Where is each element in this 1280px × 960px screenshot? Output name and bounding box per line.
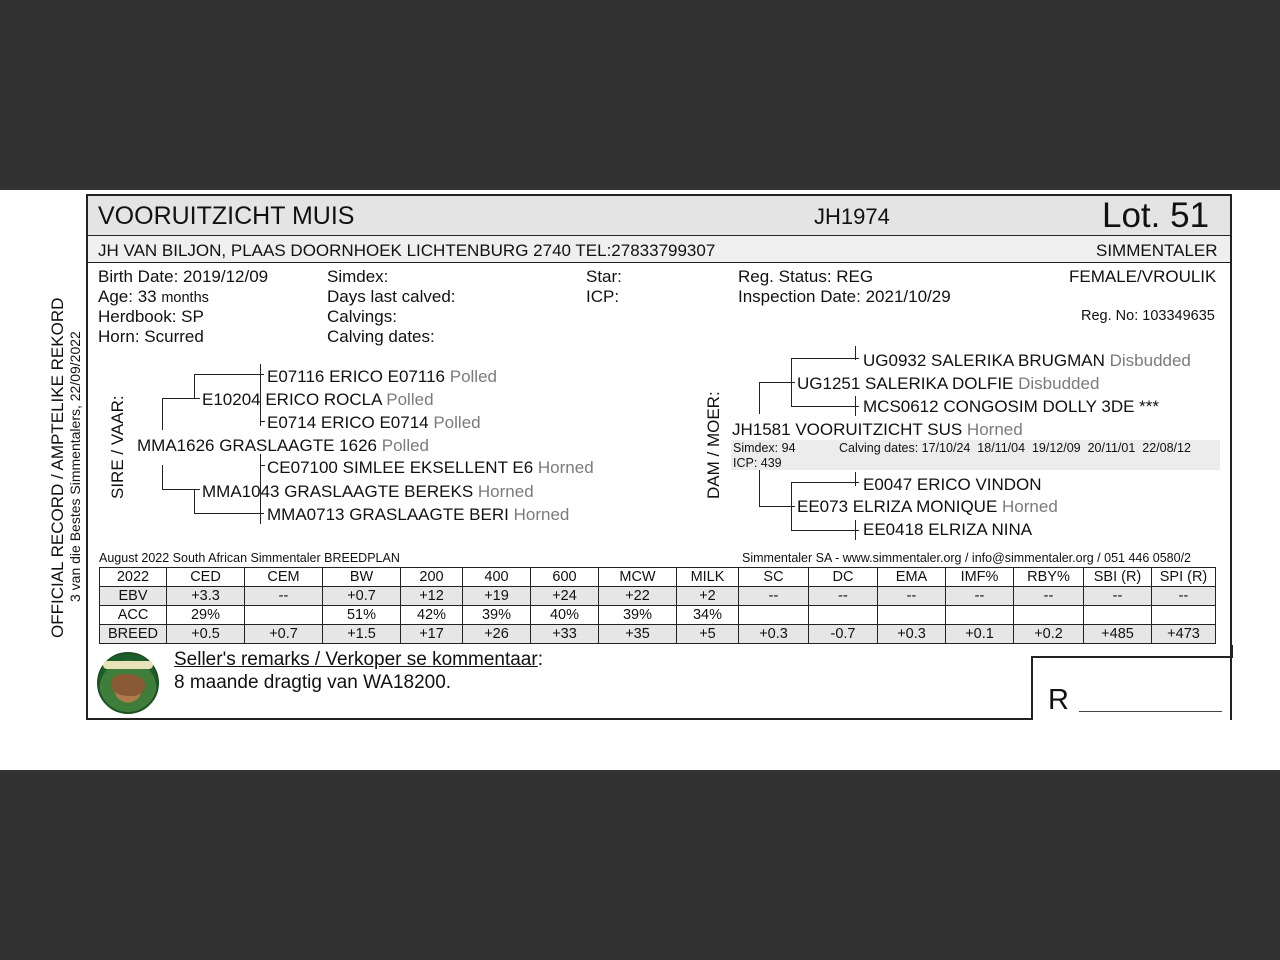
ebv-cell: +19 [463, 587, 531, 606]
ebv-cell: +5 [677, 625, 739, 644]
ebv-cell: SC [739, 568, 809, 587]
ebv-cell: +0.1 [946, 625, 1014, 644]
ebv-cell: -- [946, 587, 1014, 606]
ebv-cell: +33 [531, 625, 599, 644]
days-last-calved-label: Days last calved: [327, 287, 456, 306]
ebv-cell: -- [1084, 587, 1152, 606]
ebv-table [99, 567, 1216, 644]
ebv-cell: +12 [401, 587, 463, 606]
dam-simdex: Simdex: 94 [733, 441, 796, 455]
ebv-cell: +0.7 [323, 587, 401, 606]
ebv-cell: +0.7 [245, 625, 323, 644]
dam-dam-dam: EE0418 ELRIZA NINA [863, 520, 1033, 539]
ebv-cell: 40% [531, 606, 599, 625]
ebv-cell: -- [1014, 587, 1084, 606]
simdex-label: Simdex: [327, 267, 389, 286]
ebv-cell: +0.3 [739, 625, 809, 644]
ebv-cell [245, 606, 323, 625]
ebv-cell: 400 [463, 568, 531, 587]
dam-dam-sire: E0047 ERICO VINDON [863, 475, 1042, 494]
lot-number: Lot. 51 [1102, 196, 1210, 235]
ebv-cell: +0.3 [878, 625, 946, 644]
reg-no: Reg. No: 103349635 [1081, 308, 1215, 324]
dam-calving-dates: Calving dates: 17/10/24 18/11/04 19/12/09 20/11/01 22/08/12 [839, 441, 1191, 455]
ebv-cell: +2 [677, 587, 739, 606]
sire-dam: MMA1043 GRASLAAGTE BEREKS Horned [202, 482, 534, 501]
dam-icp: ICP: 439 [733, 456, 782, 470]
dam-sire: UG1251 SALERIKA DOLFIE Disbudded [797, 374, 1100, 393]
sex: FEMALE/VROULIK [1069, 267, 1217, 286]
inspection-date: Inspection Date: 2021/10/29 [738, 287, 951, 306]
ebv-cell: -- [878, 587, 946, 606]
sale-date-text: 3 van die Bestes Simmentalers, 22/09/2022 [67, 331, 83, 602]
ebv-cell: SPI (R) [1152, 568, 1216, 587]
ebv-cell: 39% [463, 606, 531, 625]
ebv-cell: 29% [167, 606, 245, 625]
ebv-cell: MILK [677, 568, 739, 587]
ebv-cell [1014, 606, 1084, 625]
official-record-text: OFFICIAL RECORD / AMPTELIKE REKORD [48, 297, 67, 638]
ebv-cell: +0.2 [1014, 625, 1084, 644]
ebv-cell: EBV [100, 587, 167, 606]
ebv-cell: +1.5 [323, 625, 401, 644]
ebv-cell: ACC [100, 606, 167, 625]
sire-dam-dam: MMA0713 GRASLAAGTE BERI Horned [267, 505, 570, 524]
ebv-cell: EMA [878, 568, 946, 587]
ebv-cell: SBI (R) [1084, 568, 1152, 587]
ebv-cell [809, 606, 878, 625]
dam-sire-dam: MCS0612 CONGOSIM DOLLY 3DE *** [863, 397, 1160, 416]
sire-sire: E10204 ERICO ROCLA Polled [202, 390, 434, 409]
ebv-cell: +26 [463, 625, 531, 644]
age: Age: 33 months [98, 287, 209, 306]
sire-sire-sire: E07116 ERICO E07116 Polled [267, 367, 497, 386]
ebv-cell: 2022 [100, 568, 167, 587]
dam-dam: EE073 ELRIZA MONIQUE Horned [797, 497, 1058, 516]
remarks-title: Seller's remarks / Verkoper se kommentaar: [174, 649, 543, 670]
ebv-cell: -0.7 [809, 625, 878, 644]
sire: MMA1626 GRASLAAGTE 1626 Polled [137, 436, 430, 455]
ebv-cell: BREED [100, 625, 167, 644]
calving-dates-label: Calving dates: [327, 327, 435, 346]
star-label: Star: [586, 267, 622, 286]
sire-sire-dam: E0714 ERICO E0714 Polled [267, 413, 481, 432]
birth-date: Birth Date: 2019/12/09 [98, 267, 269, 286]
ebv-cell: +17 [401, 625, 463, 644]
ebv-cell [878, 606, 946, 625]
breedplan-contact: Simmentaler SA - www.simmentaler.org / info@simmentaler.org / 051 446 0580/2 [742, 551, 1192, 565]
owner-details: JH VAN BILJON, PLAAS DOORNHOEK LICHTENBURG 2740 TEL:27833799307 [98, 241, 716, 260]
ebv-cell: +3.3 [167, 587, 245, 606]
ebv-cell [946, 606, 1014, 625]
ebv-row [100, 606, 1216, 625]
ebv-cell: +35 [599, 625, 677, 644]
record-card-sheet [0, 190, 1280, 770]
ebv-cell: +22 [599, 587, 677, 606]
ebv-cell: 39% [599, 606, 677, 625]
breed-name: SIMMENTALER [1096, 241, 1218, 260]
reg-status: Reg. Status: REG [738, 267, 874, 286]
ebv-row [100, 587, 1216, 606]
sire-label: SIRE / VAAR: [108, 395, 127, 499]
ebv-row [100, 625, 1216, 644]
ebv-cell: MCW [599, 568, 677, 587]
ebv-cell: +473 [1152, 625, 1216, 644]
ebv-cell: -- [739, 587, 809, 606]
herdbook: Herdbook: SP [98, 307, 204, 326]
ebv-cell: DC [809, 568, 878, 587]
remarks-text: 8 maande dragtig van WA18200. [174, 672, 452, 693]
ebv-cell: IMF% [946, 568, 1014, 587]
ebv-cell: +24 [531, 587, 599, 606]
ebv-cell: 42% [401, 606, 463, 625]
dam-sire-sire: UG0932 SALERIKA BRUGMAN Disbudded [863, 351, 1191, 370]
ebv-cell: +485 [1084, 625, 1152, 644]
breedplan-source: August 2022 South African Simmentaler BREEDPLAN [99, 551, 400, 565]
ebv-cell: 34% [677, 606, 739, 625]
ebv-cell [1152, 606, 1216, 625]
ebv-cell: RBY% [1014, 568, 1084, 587]
price-label: R [1048, 684, 1069, 716]
ebv-cell: 600 [531, 568, 599, 587]
ebv-header-row [100, 568, 1216, 587]
calvings-label: Calvings: [327, 307, 397, 326]
ebv-cell: CEM [245, 568, 323, 587]
ebv-cell: BW [323, 568, 401, 587]
sire-dam-sire: CE07100 SIMLEE EKSELLENT E6 Horned [267, 458, 594, 477]
dam-label: DAM / MOER: [704, 391, 723, 499]
animal-reg-id: JH1974 [814, 204, 890, 229]
price-input-line [1079, 711, 1222, 712]
simmentaler-logo-icon [97, 652, 159, 714]
ebv-cell: -- [809, 587, 878, 606]
ebv-cell [1084, 606, 1152, 625]
ebv-cell: +0.5 [167, 625, 245, 644]
ebv-cell [739, 606, 809, 625]
ebv-cell: 200 [401, 568, 463, 587]
animal-name: VOORUITZICHT MUIS [98, 202, 355, 230]
ebv-cell: -- [1152, 587, 1216, 606]
ebv-cell: 51% [323, 606, 401, 625]
horn-status: Horn: Scurred [98, 327, 204, 346]
icp-label: ICP: [586, 287, 620, 306]
ebv-cell: -- [245, 587, 323, 606]
ebv-cell: CED [167, 568, 245, 587]
dam: JH1581 VOORUITZICHT SUS Horned [732, 420, 1023, 439]
